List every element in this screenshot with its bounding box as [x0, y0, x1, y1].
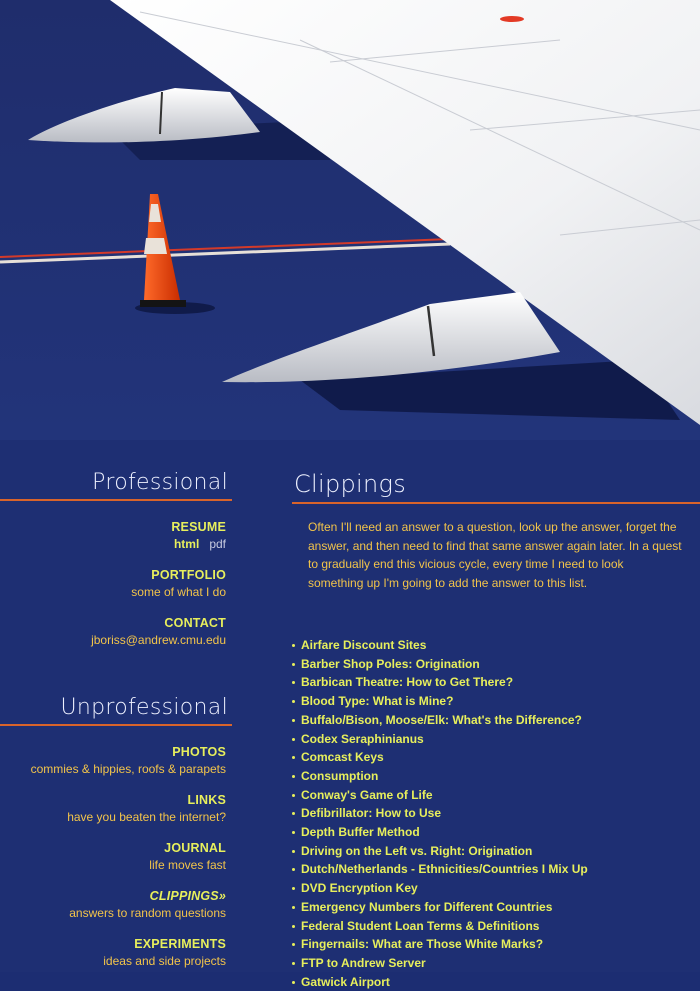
unprofessional-divider	[0, 724, 232, 726]
list-item	[292, 655, 700, 674]
contact-email-link[interactable]: jboriss@andrew.cmu.edu	[91, 633, 226, 647]
photos-link[interactable]: PHOTOS	[172, 745, 226, 759]
list-item	[292, 935, 700, 954]
clipping-link[interactable]: FTP to Andrew Server	[301, 955, 426, 970]
list-item	[292, 730, 700, 749]
list-item	[292, 917, 700, 936]
clippings-description: answers to random questions	[69, 906, 226, 920]
list-item	[292, 748, 700, 767]
list-item	[292, 804, 700, 823]
clipping-link[interactable]: Gatwick Airport	[301, 974, 390, 989]
list-item	[292, 692, 700, 711]
list-item	[292, 823, 700, 842]
experiments-link[interactable]: EXPERIMENTS	[134, 937, 226, 951]
list-item	[292, 973, 700, 991]
list-item	[292, 711, 700, 730]
clipping-link[interactable]: Dutch/Netherlands - Ethnicities/Countries I Mix Up	[301, 862, 588, 877]
portfolio-description: some of what I do	[131, 585, 226, 599]
unprofessional-heading: Unprofessional	[60, 695, 228, 720]
list-item	[292, 860, 700, 879]
list-item	[292, 767, 700, 786]
nav-photos[interactable]	[0, 744, 232, 778]
clipping-link[interactable]: Buffalo/Bison, Moose/Elk: What's the Difference?	[301, 712, 582, 727]
resume-label: RESUME	[171, 520, 226, 534]
nav-clippings[interactable]	[0, 888, 232, 922]
resume-pdf-link[interactable]: pdf	[209, 537, 226, 551]
list-item	[292, 898, 700, 917]
links-link[interactable]: LINKS	[187, 793, 226, 807]
clipping-link[interactable]: Fingernails: What are Those White Marks?	[301, 937, 544, 952]
list-item	[292, 636, 700, 655]
experiments-description: ideas and side projects	[103, 954, 226, 968]
nav-contact	[0, 615, 232, 649]
photos-description: commies & hippies, roofs & parapets	[30, 762, 226, 776]
clipping-link[interactable]: Driving on the Left vs. Right: Origination	[301, 843, 533, 858]
clippings-content	[292, 470, 700, 991]
clipping-link[interactable]: Defibrillator: How to Use	[301, 806, 442, 821]
nav-journal[interactable]	[0, 840, 232, 874]
professional-heading: Professional	[92, 470, 228, 495]
clipping-link[interactable]: Conway's Game of Life	[301, 787, 433, 802]
portfolio-link[interactable]: PORTFOLIO	[151, 568, 226, 582]
page-title: Clippings	[294, 470, 407, 498]
clipping-link[interactable]: Comcast Keys	[301, 750, 384, 765]
clipping-link[interactable]: Barber Shop Poles: Origination	[301, 656, 480, 671]
nav-resume	[0, 519, 232, 553]
journal-link[interactable]: JOURNAL	[164, 841, 226, 855]
left-navigation	[0, 470, 232, 970]
clipping-link[interactable]: Consumption	[301, 768, 379, 783]
header-photo	[0, 0, 700, 440]
clippings-divider	[292, 502, 700, 504]
clipping-link[interactable]: Blood Type: What is Mine?	[301, 694, 454, 709]
professional-divider	[0, 499, 232, 501]
clippings-list	[292, 636, 700, 991]
journal-description: life moves fast	[149, 858, 226, 872]
nav-links[interactable]	[0, 792, 232, 826]
nav-experiments[interactable]	[0, 936, 232, 970]
links-description: have you beaten the internet?	[67, 810, 226, 824]
list-item	[292, 673, 700, 692]
clipping-link[interactable]: Barbican Theatre: How to Get There?	[301, 675, 514, 690]
contact-label: CONTACT	[164, 616, 226, 630]
nav-portfolio[interactable]	[0, 567, 232, 601]
resume-html-link[interactable]: html	[173, 537, 200, 551]
clipping-link[interactable]: Codex Seraphinianus	[301, 731, 424, 746]
clipping-link[interactable]: Federal Student Loan Terms & Definitions	[301, 918, 540, 933]
clippings-intro: Often I'll need an answer to a question, look up the answer, forget the answer, and then need to find that same answer again later. In a quest to gradually end this vicious cycle, every time I need to look something up I'm going to add the answer to this list.	[308, 520, 682, 590]
list-item	[292, 879, 700, 898]
list-item	[292, 954, 700, 973]
clipping-link[interactable]: Airfare Discount Sites	[301, 638, 427, 652]
list-item	[292, 842, 700, 861]
clippings-link-active[interactable]: CLIPPINGS»	[149, 889, 226, 903]
clipping-link[interactable]: Emergency Numbers for Different Countries	[301, 899, 553, 914]
list-item	[292, 786, 700, 805]
clipping-link[interactable]: Depth Buffer Method	[301, 825, 420, 840]
clipping-link[interactable]: DVD Encryption Key	[301, 881, 418, 896]
